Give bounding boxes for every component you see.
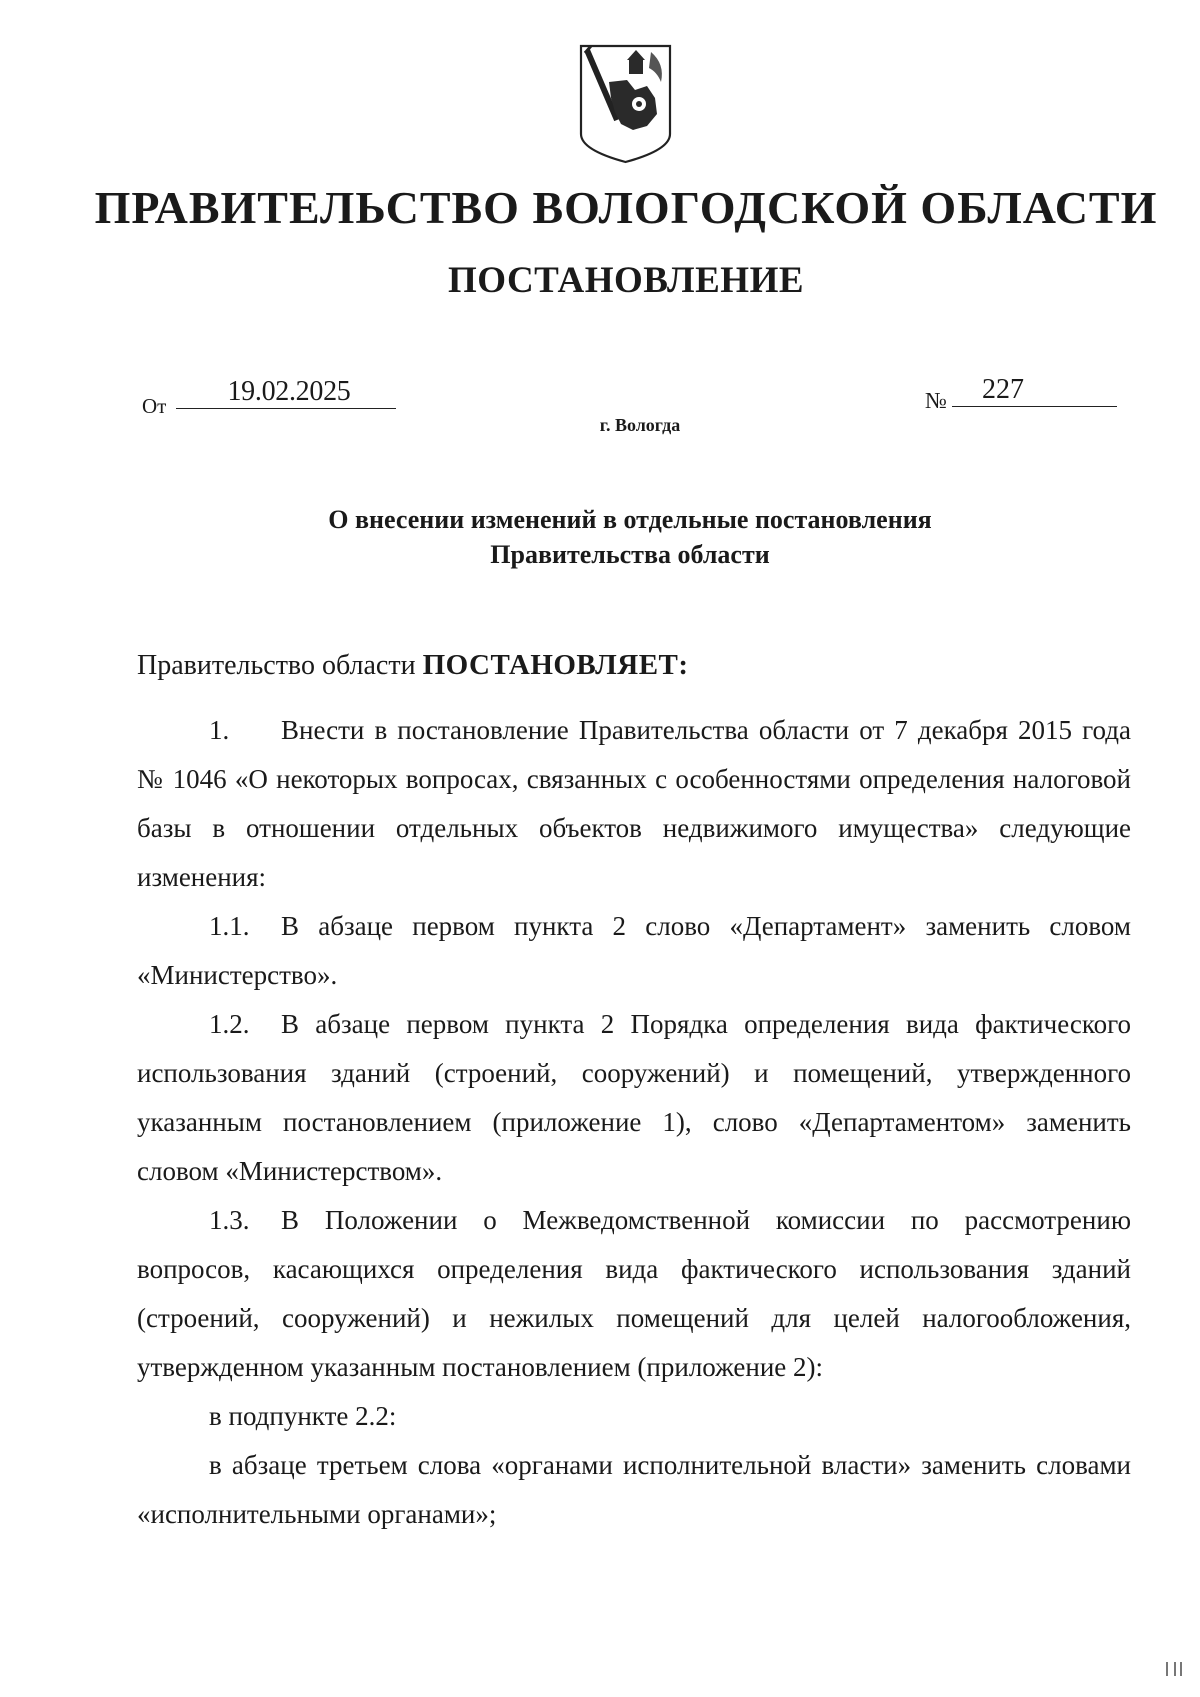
subparagraph-abzats-3: в абзаце третьем слова «органами исполнительной власти» заменить словами «исполнительными органами»; [137, 1450, 1131, 1529]
paragraph-1-3 [137, 1196, 1131, 1392]
lead-text: Правительство области [137, 650, 423, 681]
government-title: ПРАВИТЕЛЬСТВО ВОЛОГОДСКОЙ ОБЛАСТИ [94, 182, 1158, 233]
city-line: г. Вологда [599, 415, 681, 435]
subject-line-1: О внесении изменений в отдельные постановления [328, 505, 932, 534]
paragraph-1 [137, 706, 1131, 902]
lead-keyword: ПОСТАНОВЛЯЕТ: [422, 649, 689, 681]
paragraph-text: В абзаце первом пункта 2 Порядка определения вида фактического использования зданий (строений, сооружений) и помещений, утвержденного указанным постановлением (приложение 1), слово «Департаментом» заменить словом «Министерством». [137, 1009, 1131, 1186]
paragraph-1-1 [137, 902, 1131, 1000]
paragraph-number: 1.3. [209, 1205, 250, 1235]
paragraph-number: 1.2. [209, 1009, 250, 1039]
document-type-title: ПОСТАНОВЛЕНИЕ [447, 260, 805, 301]
paragraph-1-2 [137, 1000, 1131, 1196]
scan-artifact [1174, 1662, 1176, 1676]
date-value: 19.02.2025 [176, 376, 396, 409]
paragraph-text: Внести в постановление Правительства области от 7 декабря 2015 года № 1046 «О некоторых вопросах, связанных с особенностями определения налоговой базы в отношении отдельных объектов недвижимого имущества» следующие изменения: [137, 715, 1131, 892]
paragraph-number: 1. [209, 715, 230, 745]
paragraph-text: В абзаце первом пункта 2 слово «Департамент» заменить словом «Министерство». [137, 911, 1131, 990]
subject-line-2: Правительства области [490, 540, 770, 569]
subparagraph-2-2: в подпункте 2.2: [209, 1401, 397, 1431]
number-label: № [925, 388, 947, 413]
paragraph-text: В Положении о Межведомственной комиссии по рассмотрению вопросов, касающихся определения вида фактического использования зданий (строений, сооружений) и нежилых помещений для целей налогообложения, утвержденном указанным постановлением (приложение 2): [137, 1205, 1131, 1382]
number-value: 227 [952, 374, 1117, 407]
document-body [137, 641, 1131, 1539]
vologda-oblast-coat-of-arms-icon [577, 42, 674, 164]
document-subject [200, 502, 1060, 572]
scan-artifact [1166, 1662, 1168, 1676]
resolution-lead [137, 641, 1131, 690]
scan-artifact [1180, 1662, 1182, 1676]
paragraph-number: 1.1. [209, 911, 250, 941]
date-label: От [142, 394, 167, 418]
